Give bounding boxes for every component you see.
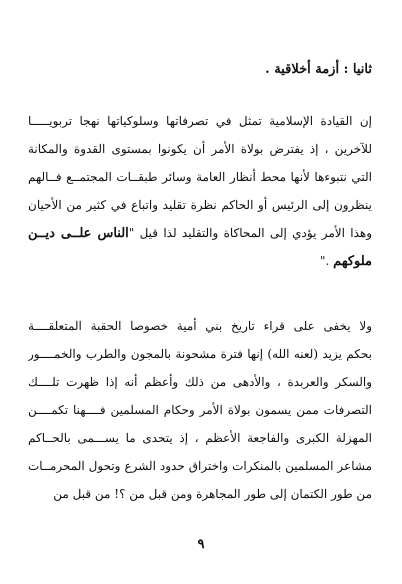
paragraph-line <box>28 247 372 275</box>
paragraph-text: وهذا الأمر يؤدي إلى المحاكاة والتقليد لذا قيل " <box>128 226 372 240</box>
paragraph-line: من طور الكتمان إلى طور المجاهرة ومن قبل من ؟! من قبل من <box>53 487 372 501</box>
paragraph-line: المهزلة الكبرى والفاجعة الأعظم ، إذ يتحدى ما يســـمى بالحــاكم <box>28 431 372 445</box>
paragraph-line: التصرفات ممن يسمون بولاة الأمر وحكام المسلمين فــــهنا تكمــــن <box>28 403 372 417</box>
paragraph-2 <box>28 312 372 508</box>
paragraph-line: إن القيادة الإسلامية تمثل في تصرفاتها وسلوكياتها نهجا تربويـــــا <box>28 114 372 128</box>
emphasized-quote: ملوكهم <box>333 254 372 269</box>
paragraph-line: ولا يخفى على قراء تاريخ بني أمية خصوصا الحقبة المتعلقــــة <box>28 319 372 333</box>
paragraph-line: ينظرون إلى الرئيس أو الحاكم نظرة تقليد واتباع في كثير من الأحيان <box>28 198 372 212</box>
paragraph-line <box>28 219 372 247</box>
paragraph-text: ." <box>320 254 334 268</box>
emphasized-quote: الناس علــى ديــن <box>28 226 129 241</box>
page-number: ٩ <box>197 537 205 552</box>
paragraph-line: بحكم يزيد (لعنه الله) إنها فترة مشحونة بالمجون والطرب والخمــــور <box>28 347 372 361</box>
paragraph-line: مشاعر المسلمين بالمنكرات واختراق حدود الشرع وتحول المحرمــات <box>28 459 372 473</box>
paragraph-1 <box>28 107 372 275</box>
paragraph-line: التي نتبوءها لأنها محط أنظار العامة وسائر طبقــات المجتمــع فــالهم <box>28 170 372 184</box>
paragraph-line: للآخرين ، إذ يفترض بولاة الأمر أن يكونوا بمستوى القدوة والمكانة <box>28 142 372 156</box>
paragraph-line: والسكر والعربدة ، والأدهى من ذلك وأعظم أنه إذا ظهرت تلــــك <box>28 375 372 389</box>
section-heading: ثانيا : أزمة أخلاقية . <box>265 62 372 77</box>
